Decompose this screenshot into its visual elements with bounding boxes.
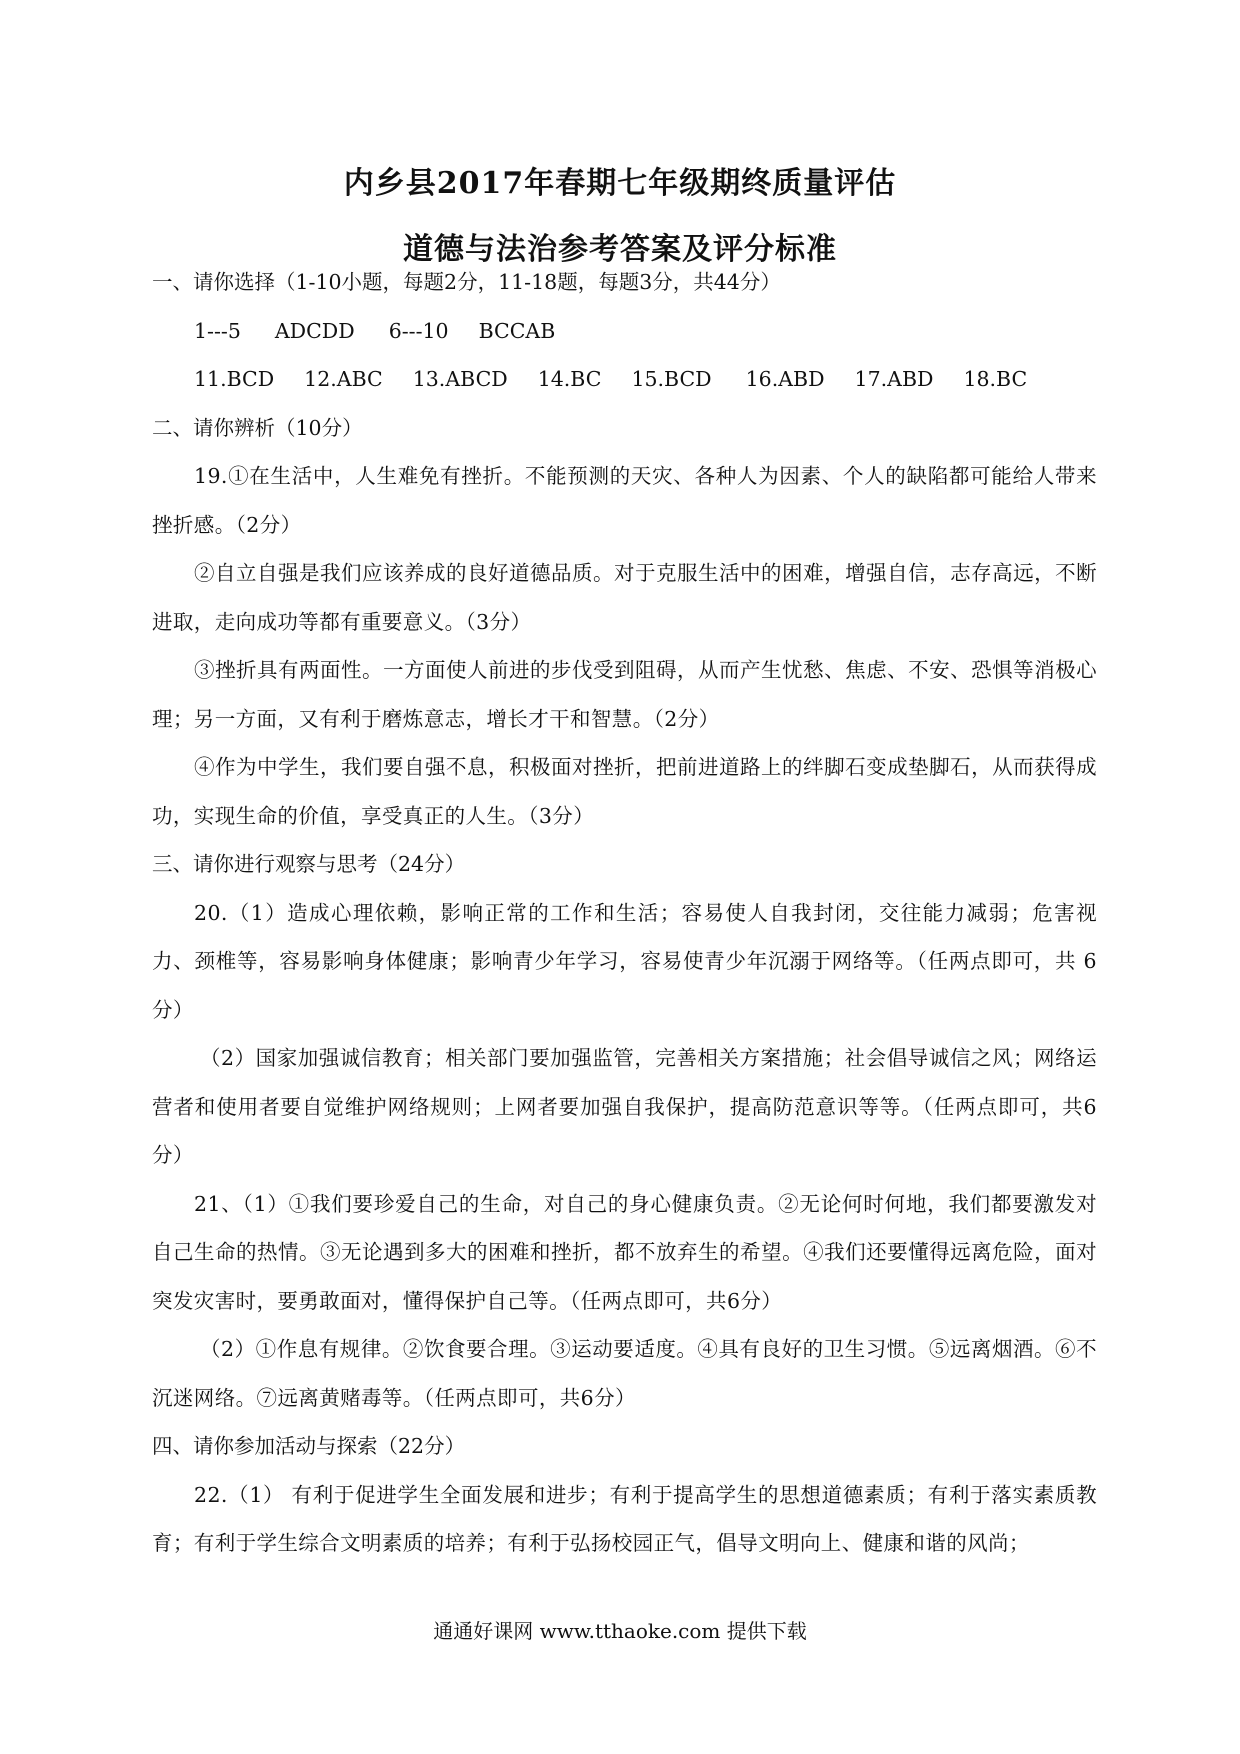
answer-item: 15.BCD	[631, 367, 712, 391]
answer-body	[152, 258, 1097, 1568]
answer-paragraph: （2）国家加强诚信教育；相关部门要加强监管，完善相关方案措施；社会倡导诚信之风；网络运营者和使用者要自觉维护网络规则；上网者要加强自我保护，提高防范意识等等。（任两点即可，共6分）	[152, 1046, 1097, 1167]
answer-item: 18.BC	[963, 367, 1028, 391]
answer-letters: ADCDD	[274, 318, 355, 343]
answer-letters: BCCAB	[478, 318, 556, 343]
page-footer: 通通好课网 www.tthaoke.com 提供下载	[433, 1619, 807, 1643]
answer-item: 16.ABD	[745, 367, 825, 391]
answer-paragraph: 21、（1）①我们要珍爱自己的生命，对自己的身心健康负责。②无论何时何地，我们都要激发对自己生命的热情。③无论遇到多大的困难和挫折，都不放弃生的希望。④我们还要懂得远离危险，面对突发灾害时，要勇敢面对，懂得保护自己等。（任两点即可，共6分）	[152, 1191, 1097, 1313]
answer-paragraph: ②自立自强是我们应该养成的良好道德品质。对于克服生活中的困难，增强自信，志存高远，不断进取，走向成功等都有重要意义。（3分）	[152, 561, 1097, 634]
answer-item: 11.BCD	[194, 367, 275, 391]
answer-paragraph: 22.（1） 有利于促进学生全面发展和进步；有利于提高学生的思想道德素质；有利于落实素质教育；有利于学生综合文明素质的培养；有利于弘扬校园正气，倡导文明向上、健康和谐的风尚；	[152, 1482, 1097, 1555]
section-heading-observation: 三、请你进行观察与思考（24分）	[152, 852, 466, 876]
answer-range: 1---5	[194, 318, 241, 343]
section-heading-analysis: 二、请你辨析（10分）	[152, 415, 363, 440]
answer-item: 12.ABC	[304, 367, 383, 391]
choice-answers-row-2	[152, 355, 1097, 404]
section-heading-choice: 一、请你选择（1-10小题，每题2分，11-18题，每题3分，共44分）	[152, 270, 781, 294]
answer-paragraph: 19.①在生活中，人生难免有挫折。不能预测的天灾、各种人为因素、个人的缺陷都可能给人带来挫折感。（2分）	[152, 464, 1097, 537]
answer-paragraph: （2）①作息有规律。②饮食要合理。③运动要适度。④具有良好的卫生习惯。⑤远离烟酒。⑥不沉迷网络。⑦远离黄赌毒等。（任两点即可，共6分）	[152, 1337, 1097, 1410]
document-title: 内乡县2017年春期七年级期终质量评估	[343, 166, 897, 201]
answer-item: 13.ABCD	[412, 367, 508, 391]
answer-paragraph: 20.（1）造成心理依赖，影响正常的工作和生活；容易使人自我封闭，交往能力减弱；危害视力、颈椎等，容易影响身体健康；影响青少年学习，容易使青少年沉溺于网络等。（任两点即可，共 6 分）	[152, 900, 1097, 1022]
document-subtitle: 道德与法治参考答案及评分标准	[403, 232, 837, 267]
answer-range: 6---10	[388, 318, 449, 343]
answer-paragraph: ④作为中学生，我们要自强不息，积极面对挫折，把前进道路上的绊脚石变成垫脚石，从而获得成功，实现生命的价值，享受真正的人生。（3分）	[152, 755, 1097, 828]
choice-answers-row-1	[152, 307, 1097, 356]
answer-item: 17.ABD	[854, 367, 934, 391]
answer-item: 14.BC	[537, 367, 602, 391]
section-heading-activity: 四、请你参加活动与探索（22分）	[152, 1434, 466, 1458]
answer-paragraph: ③挫折具有两面性。一方面使人前进的步伐受到阻碍，从而产生忧愁、焦虑、不安、恐惧等消极心理；另一方面，又有利于磨炼意志，增长才干和智慧。（2分）	[152, 658, 1097, 731]
